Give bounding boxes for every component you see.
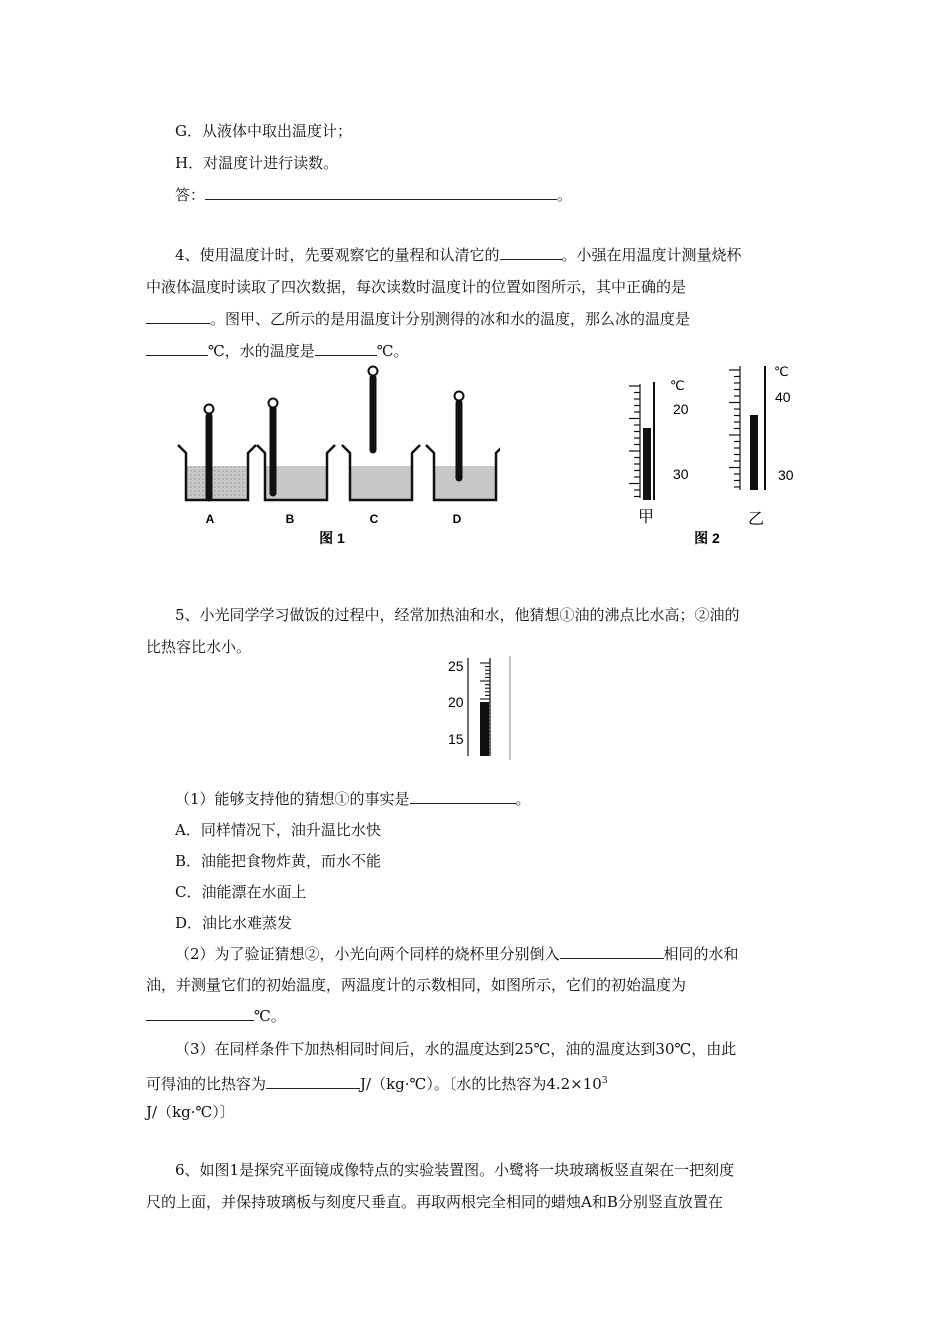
q4-blank-2[interactable] [146,309,210,324]
jia-tick-top: 20 [673,401,689,417]
q5-text: （2）为了验证猜想②，小光向两个同样的烧杯里分别倒入 [175,945,560,963]
q5-text: 。 [515,790,531,808]
q5-tick-20: 20 [448,694,464,710]
q5-tick-15: 15 [448,731,464,747]
q5-text: 可得油的比热容为 [146,1075,267,1093]
q4-line-1 [175,245,742,265]
answer-suffix: 。 [557,186,573,204]
q5-thermometer-liquid [480,702,489,756]
beaker-label-d: D [452,512,462,526]
q5-sub3-line-3: J/（kg·℃）〕 [146,1103,235,1121]
q4-text: 4、使用温度计时，先要观察它的量程和认清它的 [175,246,500,264]
q5-line-1: 5、小光同学学习做饭的过程中，经常加热油和水，他猜想①油的沸点比水高；②油的 [175,606,740,624]
beaker-label-a: A [205,512,215,526]
q5-tick-25: 25 [448,658,464,674]
q4-line-2: 中液体温度时读取了四次数据，每次读数时温度计的位置如图所示，其中正确的是 [146,278,687,296]
q5-option-c: C．油能漂在水面上 [175,883,307,901]
q5-blank-4[interactable] [266,1074,360,1089]
q4-text: 。小强在用温度计测量烧杯 [561,246,742,264]
q5-option-d: D．油比水难蒸发 [175,914,293,932]
q4-blank-4[interactable] [315,341,377,356]
yi-unit: ℃ [774,364,789,379]
q3-answer-line [175,185,572,205]
q6-line-1: 6、如图1是探究平面镜成像特点的实验装置图。小鹭将一块玻璃板竖直架在一把刻度 [175,1161,735,1179]
q4-blank-1[interactable] [500,245,562,260]
figure-1-beakers [170,358,500,553]
q4-text: 。图甲、乙所示的是用温度计分别测得的冰和水的温度，那么冰的温度是 [210,310,691,328]
q4-text: ℃。 [376,342,409,360]
q5-sub2-line-1 [175,944,739,964]
figure-2-thermometers [610,362,810,552]
yi-tick-top: 40 [775,389,791,405]
q5-line-2: 比热容比水小。 [146,638,252,656]
jia-label: 甲 [637,509,655,526]
q5-text: （1）能够支持他的猜想①的事实是 [175,790,410,808]
q5-blank-2[interactable] [560,944,664,959]
q5-text: 相同的水和 [663,945,739,963]
q5-blank-1[interactable] [410,789,516,804]
thermometer-yi [729,364,794,528]
q5-blank-3[interactable] [146,1006,254,1021]
q5-sub2-line-2: 油，并测量它们的初始温度，两温度计的示数相同，如图所示，它们的初始温度为 [146,976,687,994]
yi-tick-bottom: 30 [778,467,794,483]
q5-exponent: 3 [601,1076,608,1086]
q5-thermometer [446,656,516,760]
q5-option-b: B．油能把食物炸黄，而水不能 [175,852,382,870]
q4-line-3 [146,309,690,329]
q5-text: ℃。 [254,1007,286,1025]
jia-tick-bottom: 30 [673,466,689,482]
thermometer-jia [629,378,689,526]
q5-sub3-line-1: （3）在同样条件下加热相同时间后，水的温度达到25℃，油的温度达到30℃，由此 [175,1040,737,1058]
q5-sub3-line-2 [146,1071,608,1094]
beaker-label-b: B [285,512,295,526]
q4-text: ℃，水的温度是 [208,342,315,360]
beaker-c [342,367,420,501]
beaker-b [257,399,335,501]
answer-prefix: 答： [175,186,206,204]
beaker-d [426,392,500,501]
q6-line-2: 尺的上面，并保持玻璃板与刻度尺垂直。再取两根完全相同的蜡烛A和B分别竖直放置在 [146,1193,723,1211]
beaker-label-c: C [369,512,379,526]
q5-option-a: A．同样情况下，油升温比水快 [175,821,381,839]
q5-sub1 [175,789,531,809]
q3-step-g: G．从液体中取出温度计； [175,122,352,140]
beaker-a [178,405,256,501]
answer-blank[interactable] [205,185,557,200]
yi-label: 乙 [747,511,765,528]
q5-text: J/（kg·℃）。〔水的比热容为4.2×10 [360,1075,602,1093]
jia-unit: ℃ [670,378,685,393]
q5-sub2-line-3 [146,1006,286,1026]
q3-step-h: H．对温度计进行读数。 [175,154,339,172]
q4-blank-3[interactable] [146,341,208,356]
figure-2-caption: 图 2 [694,530,720,546]
figure-1-caption: 图 1 [319,530,345,546]
